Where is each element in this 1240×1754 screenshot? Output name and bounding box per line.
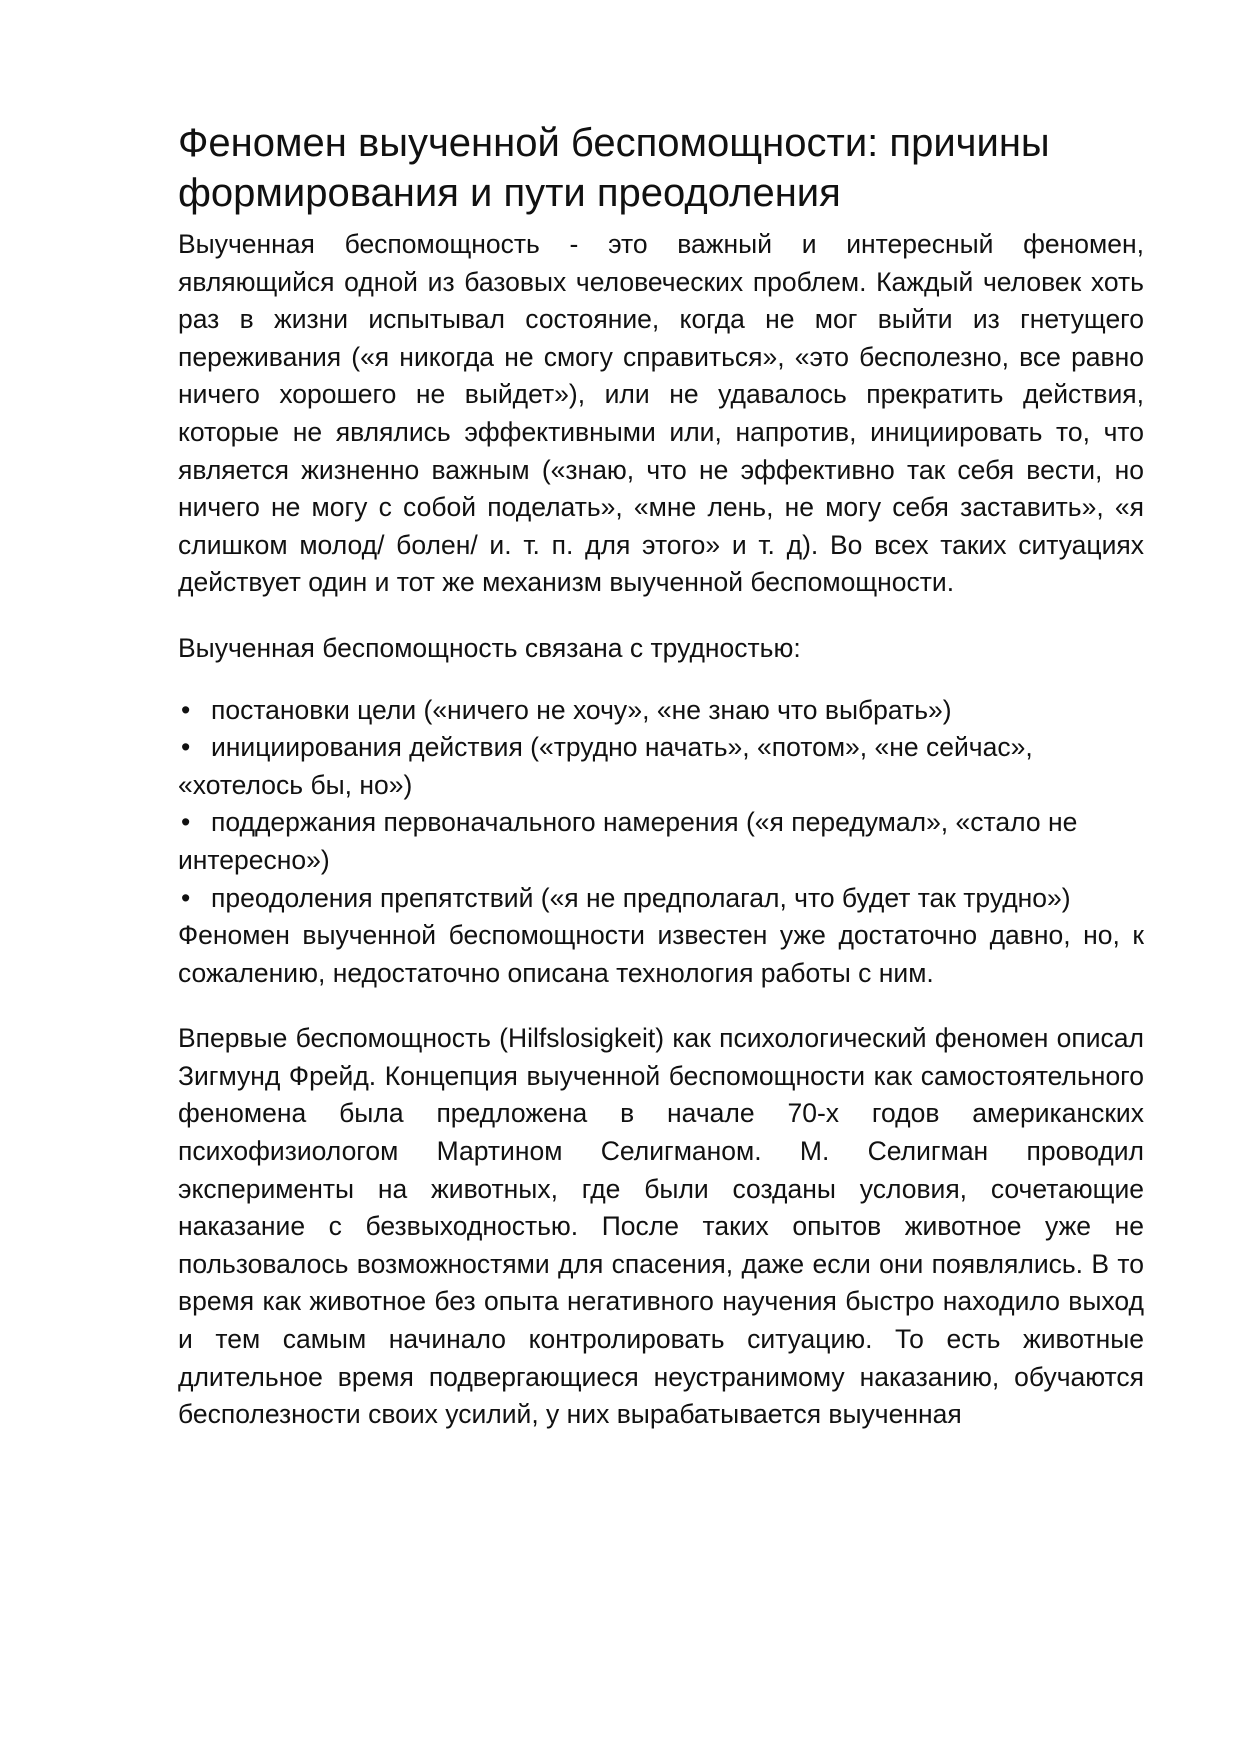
list-item bbox=[178, 692, 1144, 730]
intro-paragraph: Выученная беспомощность - это важный и интересный феномен, являющийся одной из базовых человеческих проблем. Каждый человек хоть раз в жизни испытывал состояние, когда не мог выйти из гнетущего переживания («я никогда не смогу справиться», «это бесполезно, все равно ничего хорошего не выйдет»), или не удавалось прекратить действия, которые не являлись эффективными или, напротив, инициировать то, что является жизненно важным («знаю, что не эффективно так себя вести, но ничего не могу с собой поделать», «мне лень, не могу себя заставить», «я слишком молод/ болен/ и. т. п. для этого» и т. д). Во всех таких ситуациях действует один и тот же механизм выученной беспомощности. bbox=[178, 229, 1144, 598]
bullet-icon: • bbox=[181, 694, 191, 725]
list-item bbox=[178, 804, 1144, 879]
list-item-text: преодоления препятствий («я не предполагал, что будет так трудно») bbox=[211, 882, 1071, 913]
list-item-text: постановки цели («ничего не хочу», «не знаю что выбрать») bbox=[211, 694, 952, 725]
history-paragraph: Впервые беспомощность (Hilfslosigkeit) как психологический феномен описал Зигмунд Фрейд. Концепция выученной беспомощности как самостоятельного феномена была предложена в начале 70-х годов американских психофизиологом Мартином Селигманом. М. Селигман проводил эксперименты на животных, где были созданы условия, сочетающие наказание с безвыходностью. После таких опытов животное уже не пользовалось возможностями для спасения, даже если они появлялись. В то время как животное без опыта негативного научения быстро находило выход и тем самым начинало контролировать ситуацию. То есть животные длительное время подвергающиеся неустранимому наказанию, обучаются бесполезности своих усилий, у них вырабатывается выученная bbox=[178, 1023, 1144, 1430]
list-item bbox=[178, 729, 1144, 804]
bullet-icon: • bbox=[181, 882, 191, 913]
document-title: Феномен выученной беспомощности: причины формирования и пути преодоления bbox=[178, 121, 1050, 215]
bullet-icon: • bbox=[181, 732, 191, 763]
document-page bbox=[178, 118, 1144, 1434]
list-item bbox=[178, 880, 1144, 918]
after-list-paragraph: Феномен выученной беспомощности известен уже достаточно давно, но, к сожалению, недостаточно описана технология работы с ним. bbox=[178, 920, 1144, 988]
difficulty-list bbox=[178, 692, 1144, 918]
bullet-icon: • bbox=[181, 807, 191, 838]
list-item-text: инициирования действия («трудно начать», «потом», «не сейчас», «хотелось бы, но») bbox=[178, 732, 1033, 800]
list-intro: Выученная беспомощность связана с трудностью: bbox=[178, 632, 801, 663]
list-item-text: поддержания первоначального намерения («я передумал», «стало не интересно») bbox=[178, 807, 1078, 875]
